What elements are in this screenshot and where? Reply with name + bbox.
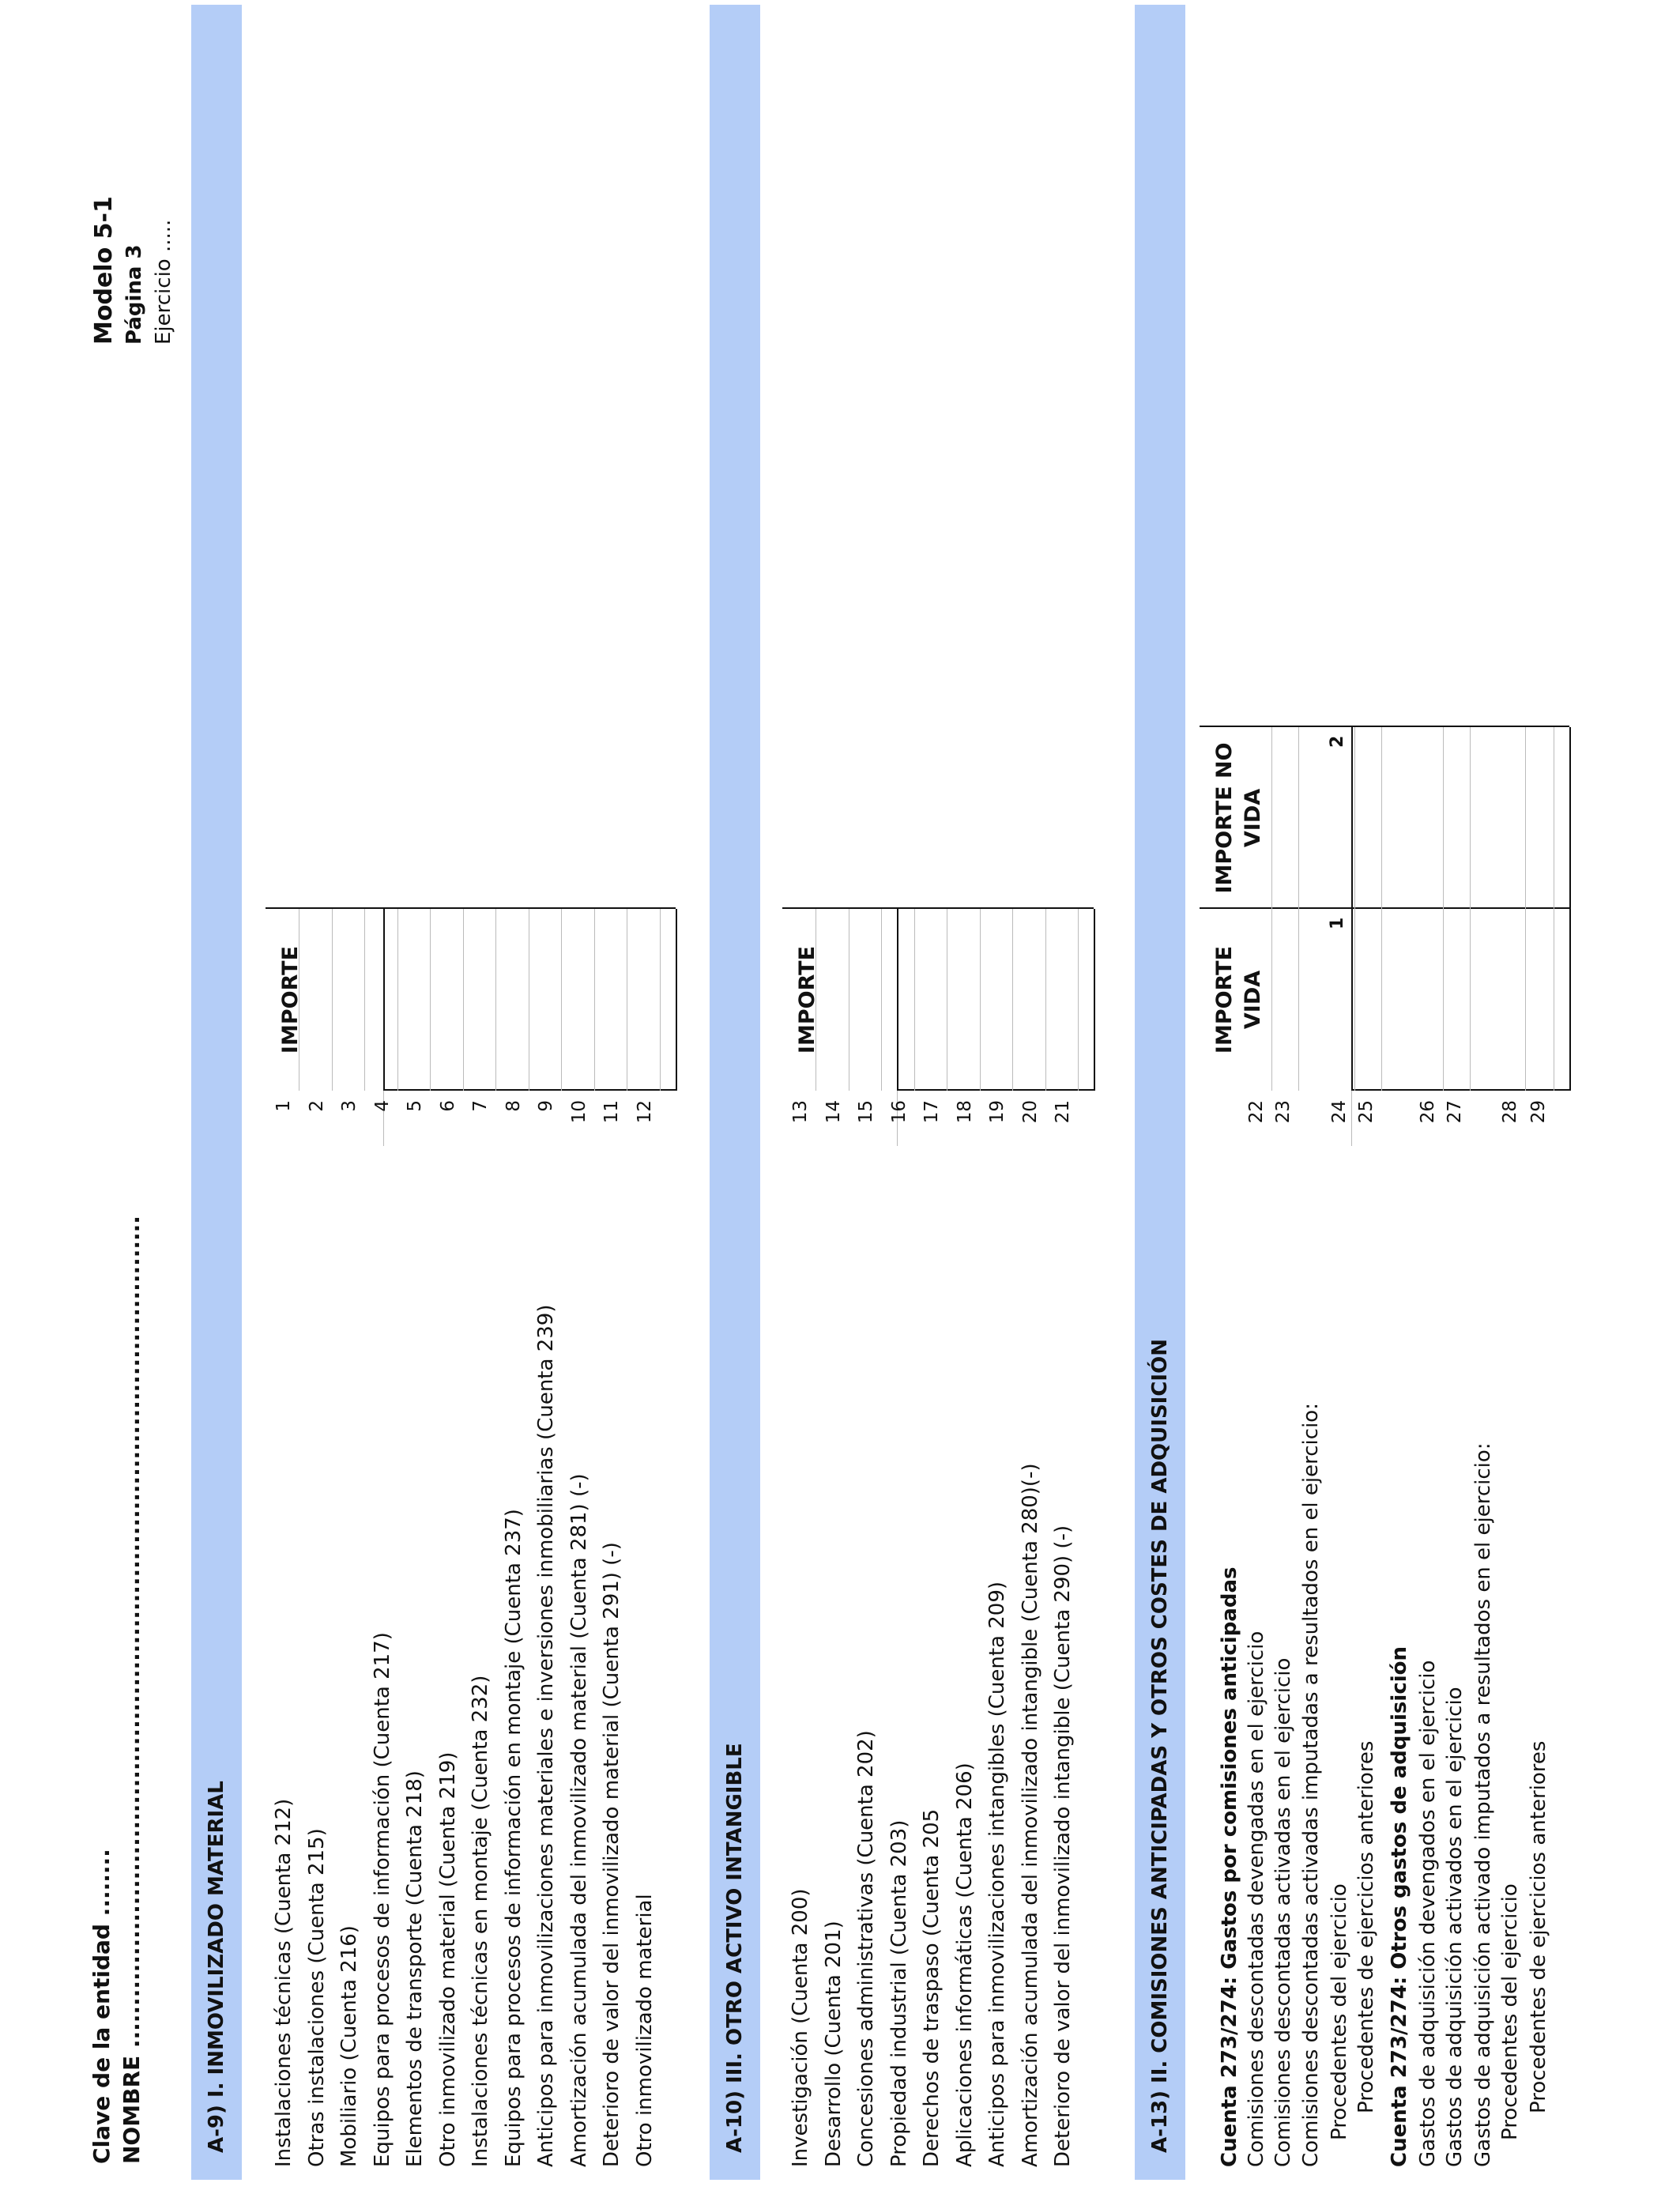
input-cell[interactable]: [881, 909, 882, 1091]
row-label: Gastos de adquisición activado imputados a resultados en el ejercicio:: [1471, 1442, 1495, 2167]
row-number: 27: [1445, 1100, 1465, 1124]
row-number: 8: [503, 1100, 524, 1112]
row-label: Comisiones descontadas activadas imputadas a resultados en el ejercicio:: [1299, 1403, 1323, 2167]
column-divider: [266, 907, 676, 909]
input-cell[interactable]: [1298, 727, 1299, 909]
row-number: 21: [1053, 1100, 1073, 1124]
row-label: Otro inmovilizado material (Cuenta 219): [435, 1751, 460, 2167]
row-label: Procedentes del ejercicio: [1328, 1883, 1351, 2140]
column-header: IMPORTE: [795, 945, 819, 1054]
input-cell[interactable]: [1078, 909, 1079, 1091]
column-divider: [1200, 726, 1569, 727]
row-label: Mobiliario (Cuenta 216): [337, 1925, 361, 2167]
row-number: 29: [1528, 1100, 1549, 1124]
row-number: 20: [1019, 1100, 1041, 1124]
row-number: 12: [634, 1100, 655, 1124]
row-number: 3: [339, 1100, 360, 1112]
row-number: 2: [306, 1100, 327, 1112]
section-band-a10: [710, 5, 760, 2180]
row-number: 11: [601, 1100, 622, 1124]
row-label: Deterioro de valor del inmovilizado material (Cuenta 291) (-): [600, 1542, 623, 2167]
row-label: Aplicaciones informáticas (Cuenta 206): [952, 1762, 977, 2167]
row-number: 22: [1246, 1100, 1267, 1124]
input-cell[interactable]: [364, 909, 365, 1091]
row-number: 4: [371, 1100, 393, 1112]
column-divider: [1200, 907, 1569, 909]
input-cell[interactable]: [495, 909, 496, 1091]
column-header: IMPORTE: [278, 945, 303, 1054]
row-label: Cuenta 273/274: Otros gastos de adquisición: [1388, 1646, 1411, 2167]
table-header-rule: [383, 909, 385, 1091]
input-cell[interactable]: [397, 909, 398, 1091]
input-cell[interactable]: [332, 909, 333, 1091]
row-label: Equipos para procesos de información (Cuenta 217): [370, 1632, 394, 2167]
row-number: 10: [568, 1100, 590, 1124]
row-label: Comisiones descontadas devengadas en el ejercicio: [1245, 1630, 1268, 2167]
row-label: Investigación (Cuenta 200): [789, 1888, 812, 2167]
input-cell[interactable]: [1298, 909, 1299, 1091]
row-number: 5: [405, 1100, 425, 1112]
table-bottom-rule: [1094, 909, 1095, 1091]
row-label: Deterioro de valor del inmovilizado intangible (Cuenta 290) (-): [1051, 1525, 1075, 2167]
row-number: 28: [1500, 1100, 1520, 1124]
column-divider: [1351, 1089, 1569, 1091]
row-number: 7: [470, 1100, 491, 1112]
row-label: Otras instalaciones (Cuenta 215): [304, 1828, 329, 2167]
column-divider: [383, 1089, 676, 1091]
row-number: 23: [1273, 1100, 1294, 1124]
row-label: Instalaciones técnicas (Cuenta 212): [272, 1798, 296, 2167]
row-label: Gastos de adquisición activados en el ejercicio: [1443, 1687, 1467, 2167]
row-label: Gastos de adquisición devengados en el ejercicio: [1416, 1660, 1440, 2167]
row-number: 14: [823, 1100, 844, 1124]
section-title: A-9) I. INMOVILIZADO MATERIAL: [205, 1781, 228, 2153]
input-cell[interactable]: [1470, 727, 1471, 909]
input-cell[interactable]: [463, 909, 464, 1091]
row-label: Procedentes de ejercicios anteriores: [1527, 1740, 1550, 2113]
row-label: Amortización acumulada del inmovilizado material (Cuenta 281) (-): [567, 1473, 591, 2167]
row-number: 6: [437, 1100, 458, 1112]
table-header-rule: [897, 909, 898, 1091]
input-cell[interactable]: [1443, 727, 1444, 909]
ejercicio-label: Ejercicio .....: [152, 219, 175, 345]
row-label: Procedentes del ejercicio: [1498, 1883, 1522, 2140]
input-cell[interactable]: [1012, 909, 1013, 1091]
row-number: 19: [987, 1100, 1008, 1124]
column-divider: [897, 1089, 1094, 1091]
column-number: 1: [1328, 917, 1347, 929]
table-header-rule: [1351, 727, 1353, 1091]
input-cell[interactable]: [1443, 909, 1444, 1091]
pagina-label: Página 3: [122, 244, 146, 345]
input-cell[interactable]: [1381, 909, 1382, 1091]
row-number: 9: [536, 1100, 556, 1112]
column-number: 2: [1328, 735, 1347, 748]
input-cell[interactable]: [1525, 727, 1526, 909]
row-label: Procedentes de ejercicios anteriores: [1354, 1740, 1378, 2113]
row-label: Propiedad industrial (Cuenta 203): [887, 1819, 911, 2167]
section-band-a13: [1135, 5, 1185, 2180]
row-label: Otro inmovilizado material: [632, 1894, 657, 2167]
input-cell[interactable]: [980, 909, 981, 1091]
row-number: 17: [921, 1100, 942, 1124]
row-number: 24: [1329, 1100, 1350, 1124]
input-cell[interactable]: [1354, 727, 1355, 909]
table-bottom-rule: [1569, 727, 1571, 1091]
modelo-label: Modelo 5-1: [90, 196, 118, 345]
input-cell[interactable]: [430, 909, 431, 1091]
row-number: 1: [273, 1100, 294, 1112]
row-label: Instalaciones técnicas en montaje (Cuenta 232): [469, 1675, 492, 2167]
input-cell[interactable]: [561, 909, 562, 1091]
row-label: Anticipos para inmovilizaciones materiales e inversiones inmobiliarias (Cuenta 239): [534, 1304, 558, 2167]
input-cell[interactable]: [1525, 909, 1526, 1091]
section-title: A-10) III. OTRO ACTIVO INTANGIBLE: [723, 1743, 747, 2153]
row-label: Anticipos para inmovilizaciones intangibles (Cuenta 209): [985, 1581, 1009, 2167]
input-cell[interactable]: [914, 909, 915, 1091]
input-cell[interactable]: [1271, 727, 1272, 909]
row-number: 16: [888, 1100, 910, 1124]
input-cell[interactable]: [1381, 727, 1382, 909]
section-title: A-13) II. COMISIONES ANTICIPADAS Y OTROS COSTES DE ADQUISICIÓN: [1148, 1339, 1172, 2153]
row-label: Desarrollo (Cuenta 201): [821, 1921, 846, 2167]
section-band-a9: [191, 5, 242, 2180]
row-label: Concesiones administrativas (Cuenta 202): [854, 1730, 878, 2167]
input-cell[interactable]: [660, 909, 661, 1091]
input-cell[interactable]: [1045, 909, 1046, 1091]
input-cell[interactable]: [1271, 909, 1272, 1091]
input-cell[interactable]: [594, 909, 595, 1091]
row-label: Amortización acumulada del inmovilizado intangible (Cuenta 280)(-): [1018, 1463, 1042, 2167]
input-cell[interactable]: [1354, 909, 1355, 1091]
row-label: Derechos de traspaso (Cuenta 205: [920, 1808, 944, 2167]
nombre-label: NOMBRE ...................................................................................................: [119, 1216, 145, 2164]
row-number: 25: [1356, 1100, 1377, 1124]
row-number: 26: [1418, 1100, 1438, 1124]
table-bottom-rule: [676, 909, 677, 1091]
row-label: Equipos para procesos de información en montaje (Cuenta 237): [501, 1509, 525, 2167]
row-number: 18: [954, 1100, 975, 1124]
row-number: 15: [856, 1100, 876, 1124]
column-divider: [782, 907, 1094, 909]
clave-entidad-label: Clave de la entidad ........: [89, 1849, 115, 2164]
row-label: Elementos de transporte (Cuenta 218): [403, 1770, 427, 2167]
row-number: 13: [790, 1100, 811, 1124]
column-header: IMPORTE VIDA: [1212, 945, 1265, 1054]
row-label: Cuenta 273/274: Gastos por comisiones anticipadas: [1218, 1566, 1241, 2167]
input-cell[interactable]: [1470, 909, 1471, 1091]
row-label: Comisiones descontadas activadas en el ejercicio: [1271, 1657, 1295, 2167]
column-header: IMPORTE NO VIDA: [1212, 742, 1265, 894]
